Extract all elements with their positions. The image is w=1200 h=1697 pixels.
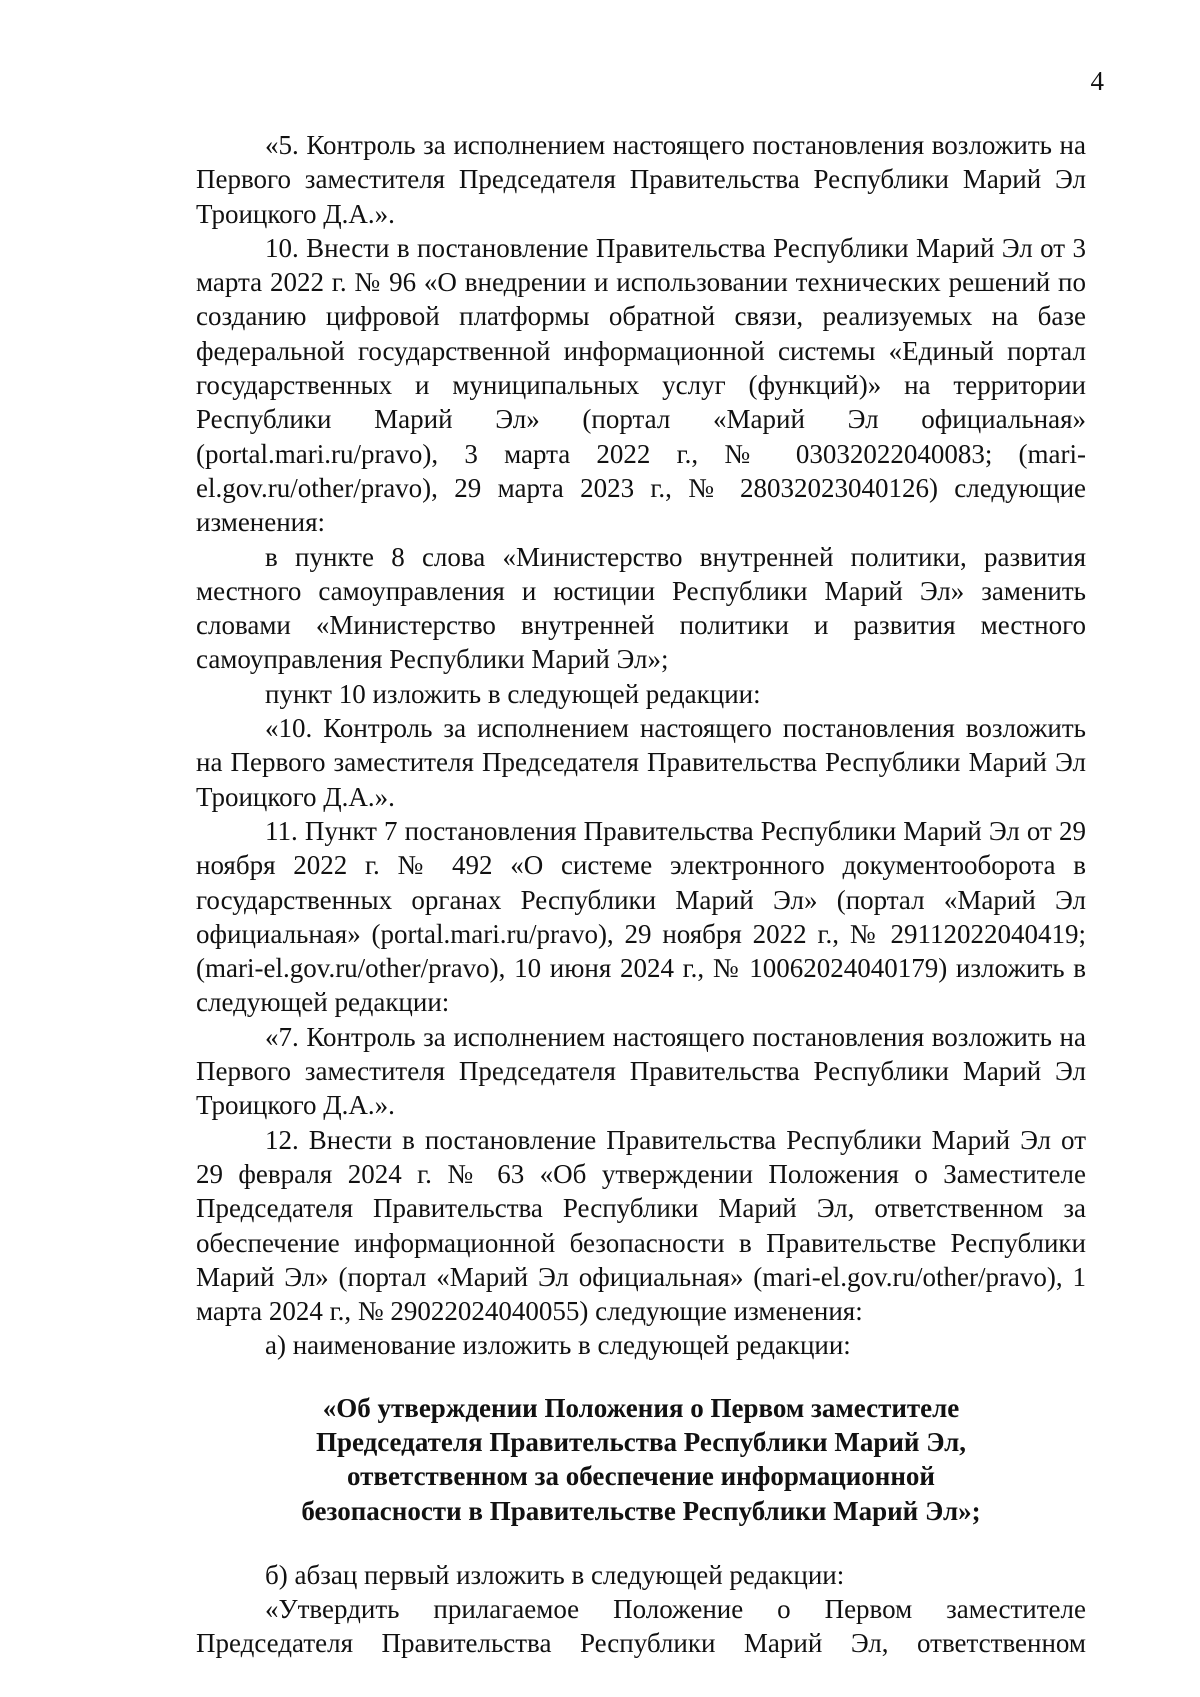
paragraph-item-5-quote: «5. Контроль за исполнением настоящего постановления возложить на Первого заместителя Председателя Правительства Республики Марий Эл Троицкого Д.А.».	[196, 130, 1086, 229]
paragraph-item-10-point-8: в пункте 8 слова «Министерство внутренней политики, развития местного самоуправления и юстиции Республики Марий Эл» заменить словами «Министерство внутренней политики и развития местного самоуправления Республики Марий Эл»;	[196, 541, 1086, 675]
paragraph-item-10-point-10-intro: пункт 10 изложить в следующей редакции:	[265, 678, 761, 709]
heading-line: безопасности в Правительстве Республики Марий Эл»;	[301, 1495, 981, 1526]
paragraph-item-10-quote: «10. Контроль за исполнением настоящего постановления возложить на Первого заместителя Председателя Правительства Республики Марий Эл Троицкого Д.А.».	[196, 713, 1086, 812]
heading-line: ответственном за обеспечение информационной	[347, 1461, 935, 1492]
document-body	[196, 128, 1086, 1661]
heading-line: «Об утверждении Положения о Первом заместителе	[322, 1392, 960, 1423]
paragraph-approve-quote: «Утвердить прилагаемое Положение о Первом заместителе Председателя Правительства Республики Марий Эл, ответственном	[196, 1594, 1086, 1659]
new-title-heading	[196, 1391, 1086, 1528]
page-number: 4	[1090, 66, 1104, 96]
paragraph-item-11: 11. Пункт 7 постановления Правительства Республики Марий Эл от 29 ноября 2022 г. № 492 «О системе электронного документооборота в государственных органах Республики Марий Эл» (портал «Марий Эл официальная» (portal.mari.ru/pravo), 29 ноября 2022 г., № 29112022040419; (mari-el.gov.ru/other/pravo), 10 июня 2024 г., № 10062024040179) изложить в следующей редакции:	[196, 815, 1086, 1018]
paragraph-item-10: 10. Внести в постановление Правительства Республики Марий Эл от 3 марта 2022 г. № 96 «О внедрении и использовании технических решений по созданию цифровой платформы обратной связи, реализуемых на базе федеральной государственной информационной системы «Единый портал государственных и муниципальных услуг (функций)» на территории Республики Марий Эл» (портал «Марий Эл официальная» (portal.mari.ru/pravo), 3 марта 2022 г., № 03032022040083; (mari-el.gov.ru/other/pravo), 29 марта 2023 г., № 28032023040126) следующие изменения:	[196, 232, 1086, 538]
heading-line: Председателя Правительства Республики Марий Эл,	[315, 1426, 967, 1457]
paragraph-item-7-quote: «7. Контроль за исполнением настоящего постановления возложить на Первого заместителя Председателя Правительства Республики Марий Эл Троицкого Д.А.».	[196, 1021, 1086, 1121]
paragraph-item-12-a: а) наименование изложить в следующей редакции:	[265, 1330, 851, 1361]
paragraph-item-12: 12. Внести в постановление Правительства Республики Марий Эл от 29 февраля 2024 г. № 63 «Об утверждении Положения о Заместителе Председателя Правительства Республики Марий Эл, ответственном за обеспечение информационной безопасности в Правительстве Республики Марий Эл» (портал «Марий Эл официальная» (mari-el.gov.ru/other/pravo), 1 марта 2024 г., № 29022024040055) следующие изменения:	[196, 1124, 1086, 1327]
paragraph-item-12-b: б) абзац первый изложить в следующей редакции:	[265, 1559, 845, 1590]
